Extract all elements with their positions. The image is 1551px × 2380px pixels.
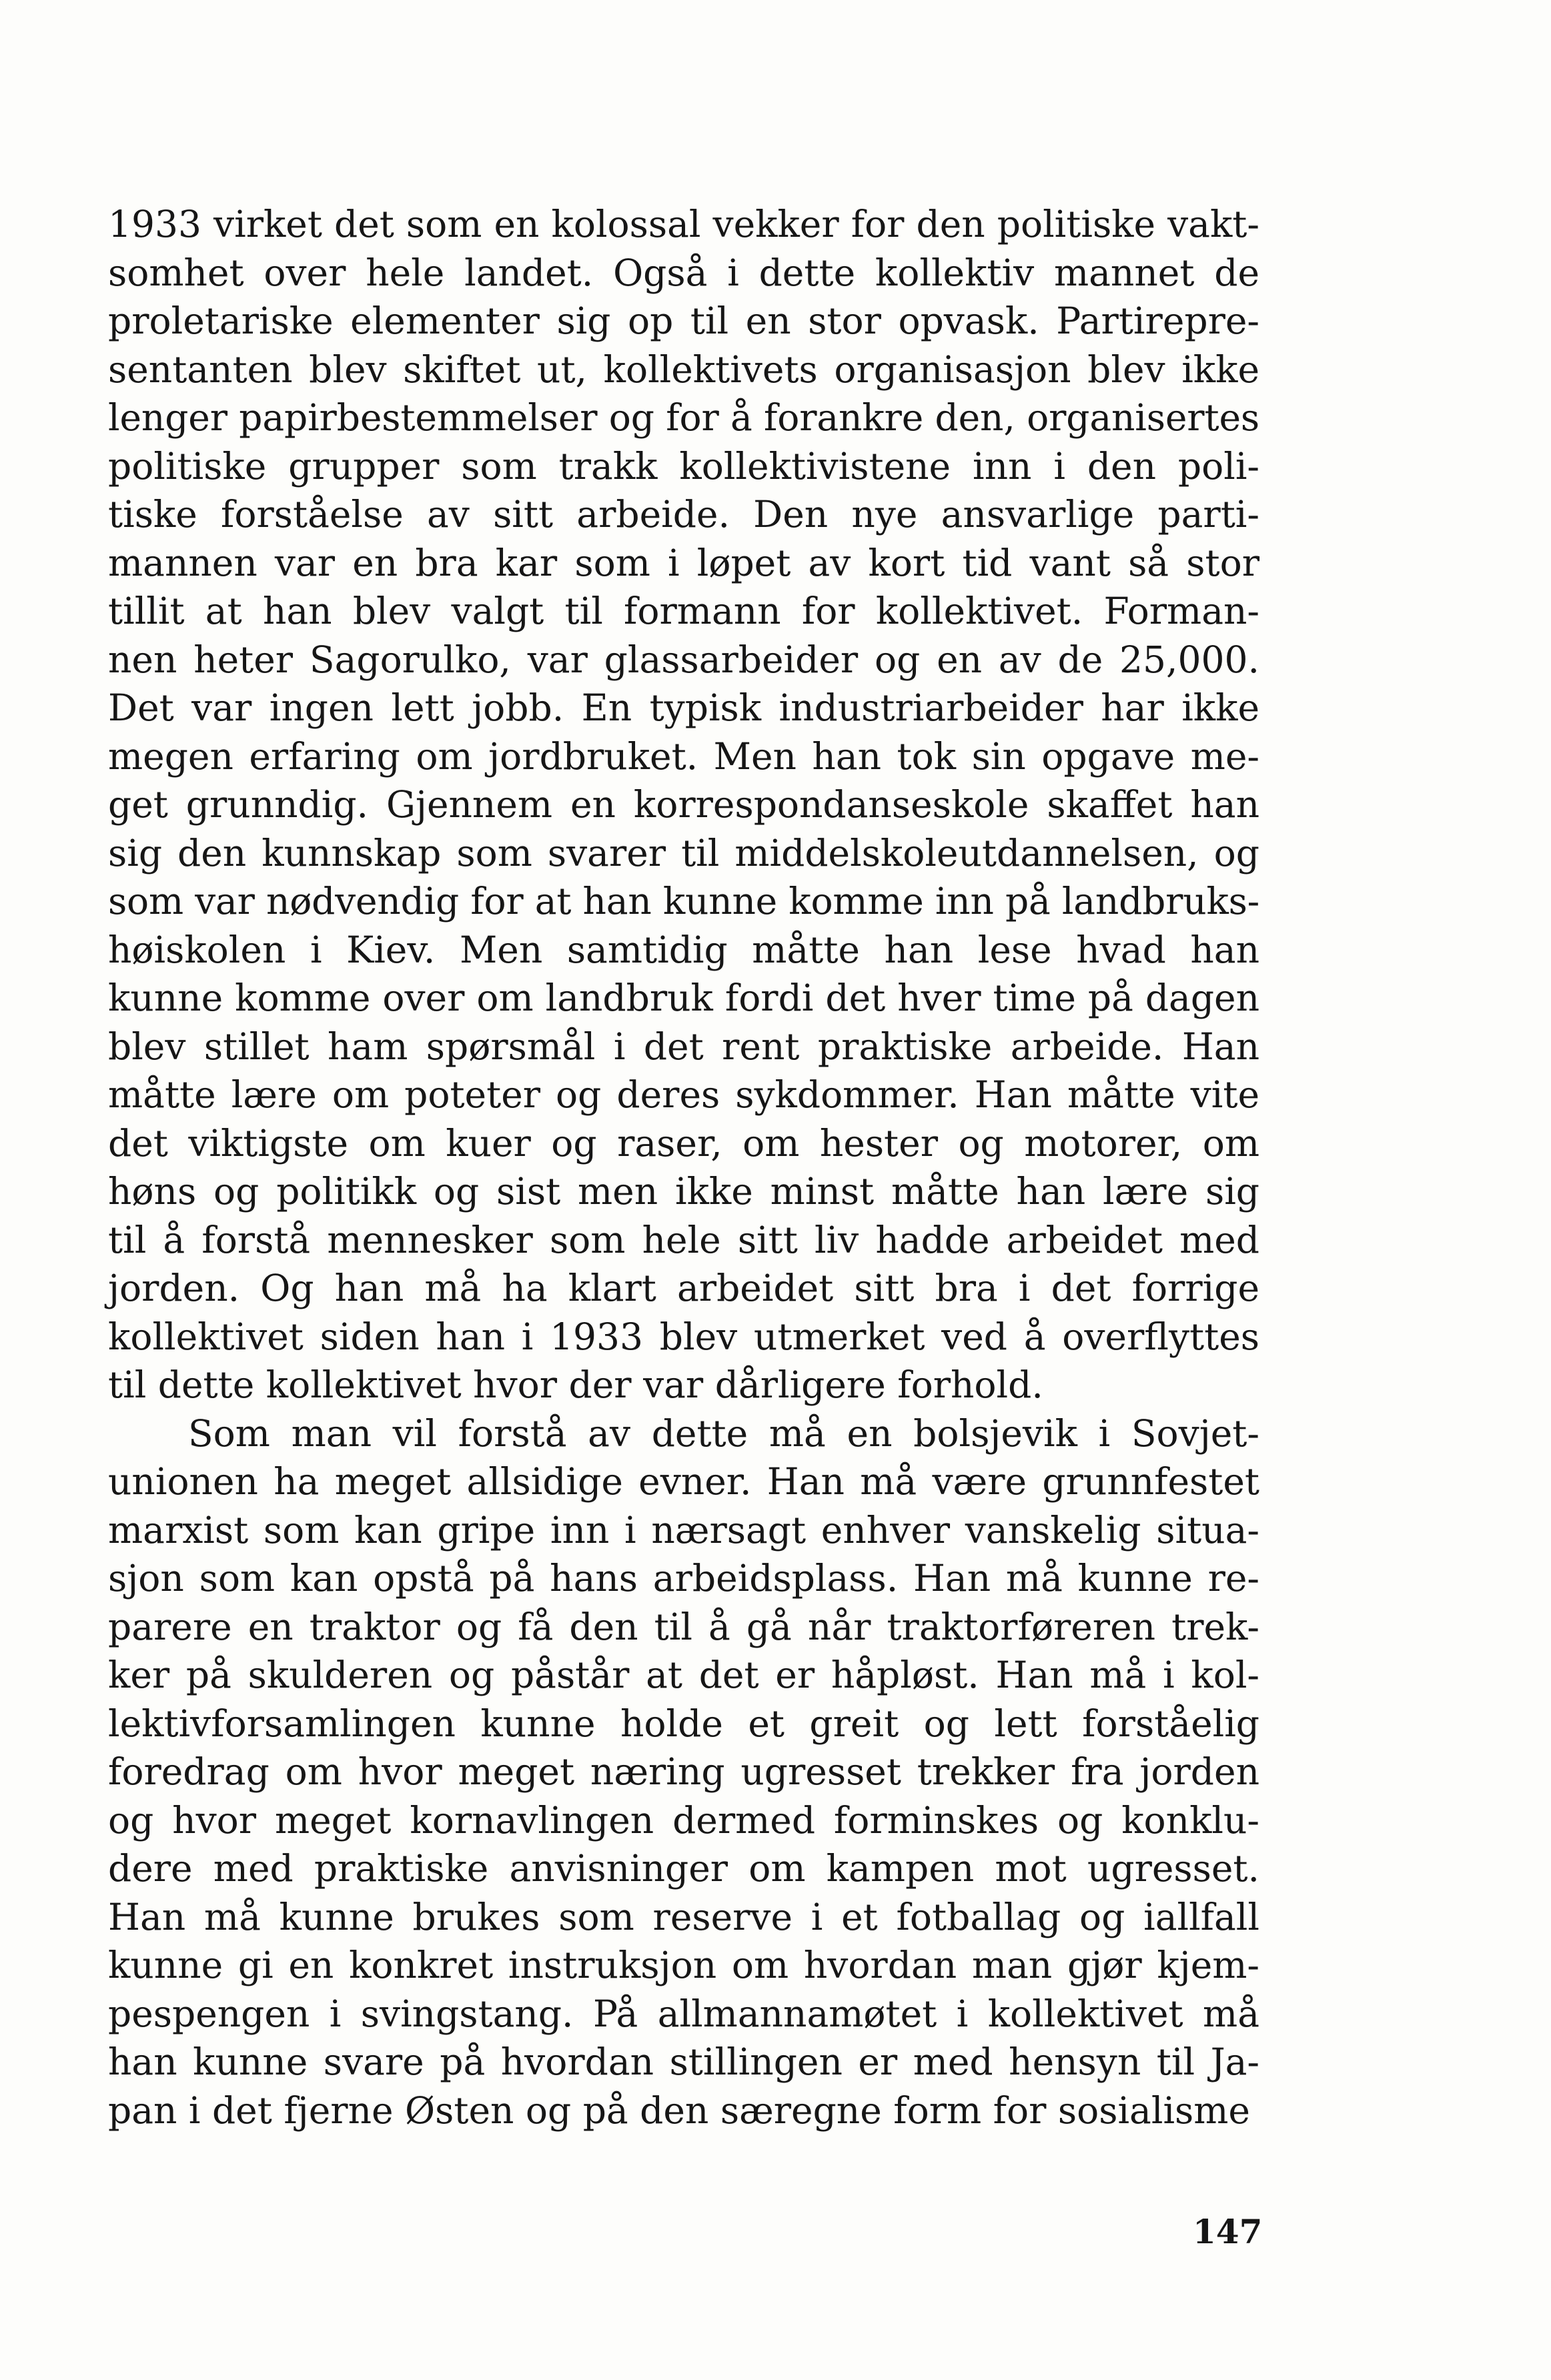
body-text bbox=[108, 200, 1259, 2135]
text-line: lektivforsamlingen kunne holde et greit og lett forståelig bbox=[108, 1702, 1259, 1745]
text-line: politiske grupper som trakk kollektivistene inn i den poli- bbox=[108, 444, 1259, 488]
text-line: kunne gi en konkret instruksjon om hvordan man gjør kjem- bbox=[108, 1944, 1259, 1986]
text-line: megen erfaring om jordbruket. Men han tok sin opgave me- bbox=[108, 734, 1259, 778]
text-line: parere en traktor og få den til å gå når traktorføreren trek- bbox=[108, 1605, 1259, 1648]
text-line: Han må kunne brukes som reserve i et fotballag og iallfall bbox=[108, 1895, 1259, 1938]
text-line: nen heter Sagorulko, var glassarbeider og en av de 25,000. bbox=[108, 638, 1259, 681]
text-line: get grunndig. Gjennem en korrespondanseskole skaffet han bbox=[108, 783, 1259, 826]
text-line: til dette kollektivet hvor der var dårligere forhold. bbox=[108, 1363, 1043, 1406]
text-line: det viktigste om kuer og raser, om hester og motorer, om bbox=[108, 1121, 1259, 1165]
text-line: kunne komme over om landbruk fordi det hver time på dagen bbox=[108, 977, 1259, 1019]
text-line: han kunne svare på hvordan stillingen er med hensyn til Ja- bbox=[108, 2040, 1259, 2083]
text-line: mannen var en bra kar som i løpet av kort tid vant så stor bbox=[108, 541, 1259, 584]
text-line: tillit at han blev valgt til formann for kollektivet. Forman- bbox=[108, 590, 1259, 632]
text-line: Det var ingen lett jobb. En typisk industriarbeider har ikke bbox=[108, 686, 1259, 729]
text-line: kollektivet siden han i 1933 blev utmerket ved å overflyttes bbox=[108, 1315, 1259, 1358]
page-number: 147 bbox=[1193, 2212, 1263, 2251]
text-line: sig den kunnskap som svarer til middelskoleutdannelsen, og bbox=[108, 831, 1259, 874]
text-line: lenger papirbestemmelser og for å forankre den, organisertes bbox=[108, 396, 1259, 439]
text-line: blev stillet ham spørsmål i det rent praktiske arbeide. Han bbox=[108, 1025, 1259, 1068]
text-line: høiskolen i Kiev. Men samtidig måtte han lese hvad han bbox=[108, 928, 1259, 971]
text-line: foredrag om hvor meget næring ugresset trekker fra jorden bbox=[108, 1750, 1259, 1793]
text-line: til å forstå mennesker som hele sitt liv hadde arbeidet med bbox=[108, 1218, 1259, 1261]
text-line: høns og politikk og sist men ikke minst måtte han lære sig bbox=[108, 1170, 1259, 1213]
paragraph-1 bbox=[108, 200, 1259, 1409]
text-line: unionen ha meget allsidige evner. Han må være grunnfestet bbox=[108, 1460, 1259, 1503]
text-line: dere med praktiske anvisninger om kampen mot ugresset. bbox=[108, 1847, 1259, 1890]
text-line: sentanten blev skiftet ut, kollektivets organisasjon blev ikke bbox=[108, 348, 1259, 391]
text-line: 1933 virket det som en kolossal vekker for den politiske vakt- bbox=[108, 203, 1259, 245]
text-line: og hvor meget kornavlingen dermed forminskes og konklu- bbox=[108, 1798, 1259, 1842]
text-line: tiske forståelse av sitt arbeide. Den nye ansvarlige parti- bbox=[108, 493, 1259, 536]
text-line: sjon som kan opstå på hans arbeidsplass. Han må kunne re- bbox=[108, 1557, 1259, 1600]
text-line: somhet over hele landet. Også i dette kollektiv mannet de bbox=[108, 251, 1259, 294]
paragraph-2 bbox=[108, 1409, 1259, 2135]
text-line: marxist som kan gripe inn i nærsagt enhver vanskelig situa- bbox=[108, 1508, 1259, 1552]
text-line: pan i det fjerne Østen og på den særegne form for sosialisme bbox=[108, 2089, 1250, 2132]
text-line: pespengen i svingstang. På allmannamøtet i kollektivet må bbox=[108, 1992, 1259, 2035]
text-line: måtte lære om poteter og deres sykdommer. Han måtte vite bbox=[108, 1073, 1259, 1116]
text-line: Som man vil forstå av dette må en bolsjevik i Sovjet- bbox=[188, 1411, 1259, 1455]
text-line: proletariske elementer sig op til en stor opvask. Partirepre- bbox=[108, 300, 1259, 342]
text-line: som var nødvendig for at han kunne komme inn på landbruks- bbox=[108, 880, 1259, 923]
text-line: ker på skulderen og påstår at det er håpløst. Han må i kol- bbox=[108, 1654, 1259, 1696]
text-line: jorden. Og han må ha klart arbeidet sitt bra i det forrige bbox=[108, 1267, 1259, 1309]
